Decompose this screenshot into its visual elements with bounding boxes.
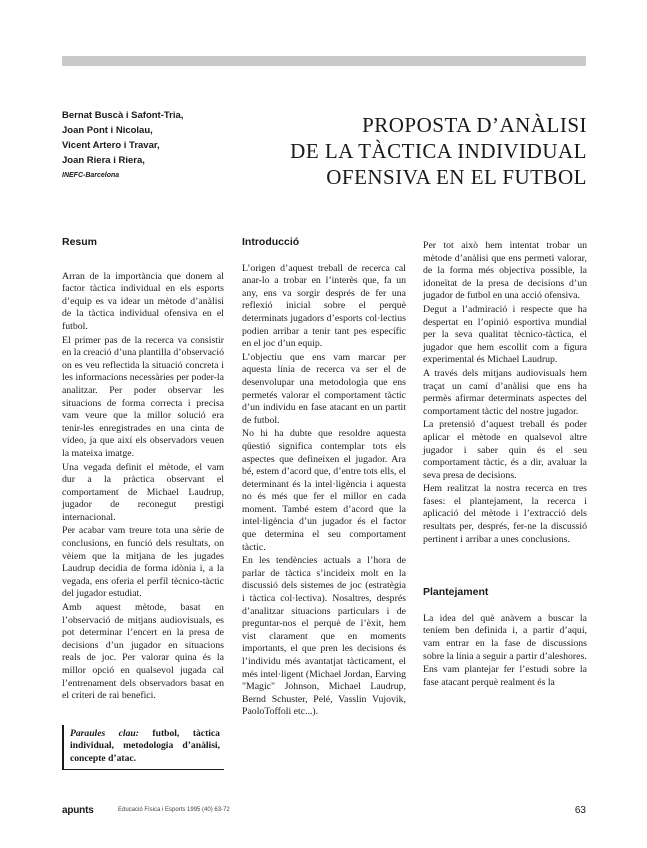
column-resum	[62, 236, 224, 770]
title-line-2: DE LA TÀCTICA INDIVIDUAL	[290, 139, 587, 163]
keywords-text: futbol, tàctica individual, metodologia d’anàlisi, concepte d’atac.	[70, 727, 220, 764]
keywords-label: Paraules clau:	[70, 727, 139, 739]
resum-paragraph: Per acabar vam treure tota una sèrie de conclusions, en funció dels resultats, on vèiem que la mitjana de les jugades Laudrup decidia de forma idònia i, a la vegada, ens oferia el perfil tècnico-tàctic del jugador estudiat.	[62, 525, 224, 600]
resum-paragraph: Arran de la importància que donem al factor tàctica individual en els esports d’equip es va idear un mètode d’anàlisi de la tàctica individual ofensiva en el futbol.	[62, 270, 224, 332]
page-footer	[62, 805, 586, 821]
col3-paragraph: La pretensió d’aquest treball és poder aplicar el mètode en qualsevol altre jugador i saber quin és el seu comportament tàctic, és a dir, avaluar la seva presa de decisions.	[423, 419, 587, 481]
author-3: Vicent Artero i Travar,	[62, 140, 160, 151]
title-line-1: PROPOSTA D’ANÀLISI	[362, 113, 587, 137]
column-3	[423, 240, 587, 690]
author-block	[62, 108, 232, 183]
col3-paragraph: Hem realitzat la nostra recerca en tres fases: el plantejament, la recerca i aplicació del mètode i l’extracció dels resultats per, després, fer-ne la discussió pertinent i arribar a unes conclusions.	[423, 483, 587, 545]
author-4: Joan Riera i Riera,	[62, 155, 145, 166]
resum-paragraph: El primer pas de la recerca va consistir en la creació d’una plantilla d’observació on es veu reflectida la situació concreta i les informacions necessàries per poder-la analitzar. Per poder observar les situacions de forma correcta i precisa vam veure que la millor solució era tenir-les enregistrades en una cinta de vídeo, ja que així els observadors veuen la mateixa imatge.	[62, 334, 224, 459]
journal-logo: apunts	[62, 805, 94, 816]
intro-paragraph: En les tendències actuals a l’hora de parlar de tàctica s’incideix molt en la discussió dels sistemes de joc (estratègia i tàctica col·lectiva). Nosaltres, després d’analitzar situacions particulars i de preguntar-nos el perquè de l’èxit, hem vist clarament que en moments importants, el que pren les decisions és l’individu més avantatjat tàcticament, el més intel·ligent (Michael Jordan, Earving "Magic" Johnson, Michael Laudrup, Bernd Schuster, Pelé, Vasslin Vujovik, PaoloToffoli etc...).	[242, 555, 406, 718]
section-heading-introduccio: Introducció	[242, 236, 300, 248]
column-introduccio	[242, 236, 406, 720]
intro-paragraph: No hi ha dubte que resoldre aquesta qüestió significa contemplar tots els aspectes que defineixen el jugador. Ara bé, estem d’acord que, d’entre tots ells, el determinant és la intel·ligència i aquesta no és més que fer el millor en cada moment. També estem d’acord que la intel·ligència d’un jugador és el factor que determina el seu comportament tàctic.	[242, 428, 406, 553]
title-line-3: OFENSIVA EN EL FUTBOL	[326, 165, 587, 189]
page-number: 63	[574, 805, 586, 816]
author-2: Joan Pont i Nicolau,	[62, 125, 153, 136]
col3-paragraph: La idea del què anàvem a buscar la teníem ben definida i, a partir d’aquí, vam entrar en la fase de discussions sobre la línia a seguir a partir d’aleshores.	[423, 612, 587, 662]
intro-paragraph: L’origen d’aquest treball de recerca cal anar-lo a trobar en l’interès que, fa un any, ens va sorgir després de fer una reflexió inicial sobre el perquè determinats jugadors d’esports col·lectius podien arribar a tenir tant pes específic en el joc d’un equip.	[242, 262, 406, 350]
col3-paragraph: A través dels mitjans audiovisuals hem traçat un camí d’anàlisi que ens ha permès afirmar determinats aspectes del comportament tàctic del nostre jugador.	[423, 367, 587, 417]
keywords-box	[62, 725, 224, 770]
section-heading-plantejament: Plantejament	[423, 586, 489, 599]
resum-paragraph: Amb aquest mètode, basat en l’observació de mitjans audiovisuals, es pot determinar l’encert en la presa de decisions d’un jugador en situacions reals de joc. Per valorar quina és la millor opció en qualsevol jugada cal l’entrenament dels observadors basat en el criteri de rai benefici.	[62, 602, 224, 702]
intro-paragraph: L’objectiu que ens vam marcar per aquesta línia de recerca va ser el de desenvolupar una metodologia que ens permetés valorar el comportament tàctic d’un individu en fase atacant en un partit de futbol.	[242, 351, 406, 426]
col3-paragraph: Degut a l’admiració i respecte que ha despertat en l’opinió esportiva mundial per la seva qualitat tècnico-tàctica, el jugador que hem escollit com a figura experimental és Michael Laudrup.	[423, 303, 587, 366]
section-heading-resum: Resum	[62, 236, 98, 248]
institution: INEFC-Barcelona	[62, 172, 120, 179]
author-1: Bernat Buscà i Safont-Tria,	[62, 110, 184, 121]
header-rule	[62, 56, 586, 66]
col3-paragraph: Ens vam plantejar fer l’estudi sobre la fase atacant perquè realment és la	[423, 664, 587, 688]
article-title	[290, 112, 587, 190]
journal-info: Educació Física i Esports 1995 (40) 63-72	[118, 807, 230, 813]
col3-paragraph: Per tot això hem intentat trobar un mètode d’anàlisi que ens permeti valorar, de la forma més objectiva possible, la idoneïtat de la presa de decisions d’un jugador de futbol en una acció ofensiva.	[423, 240, 587, 302]
resum-paragraph: Una vegada definit el mètode, el vam dur a la pràctica observant el comportament de Michael Laudrup, jugador de reconegut prestigi internacional.	[62, 461, 224, 523]
